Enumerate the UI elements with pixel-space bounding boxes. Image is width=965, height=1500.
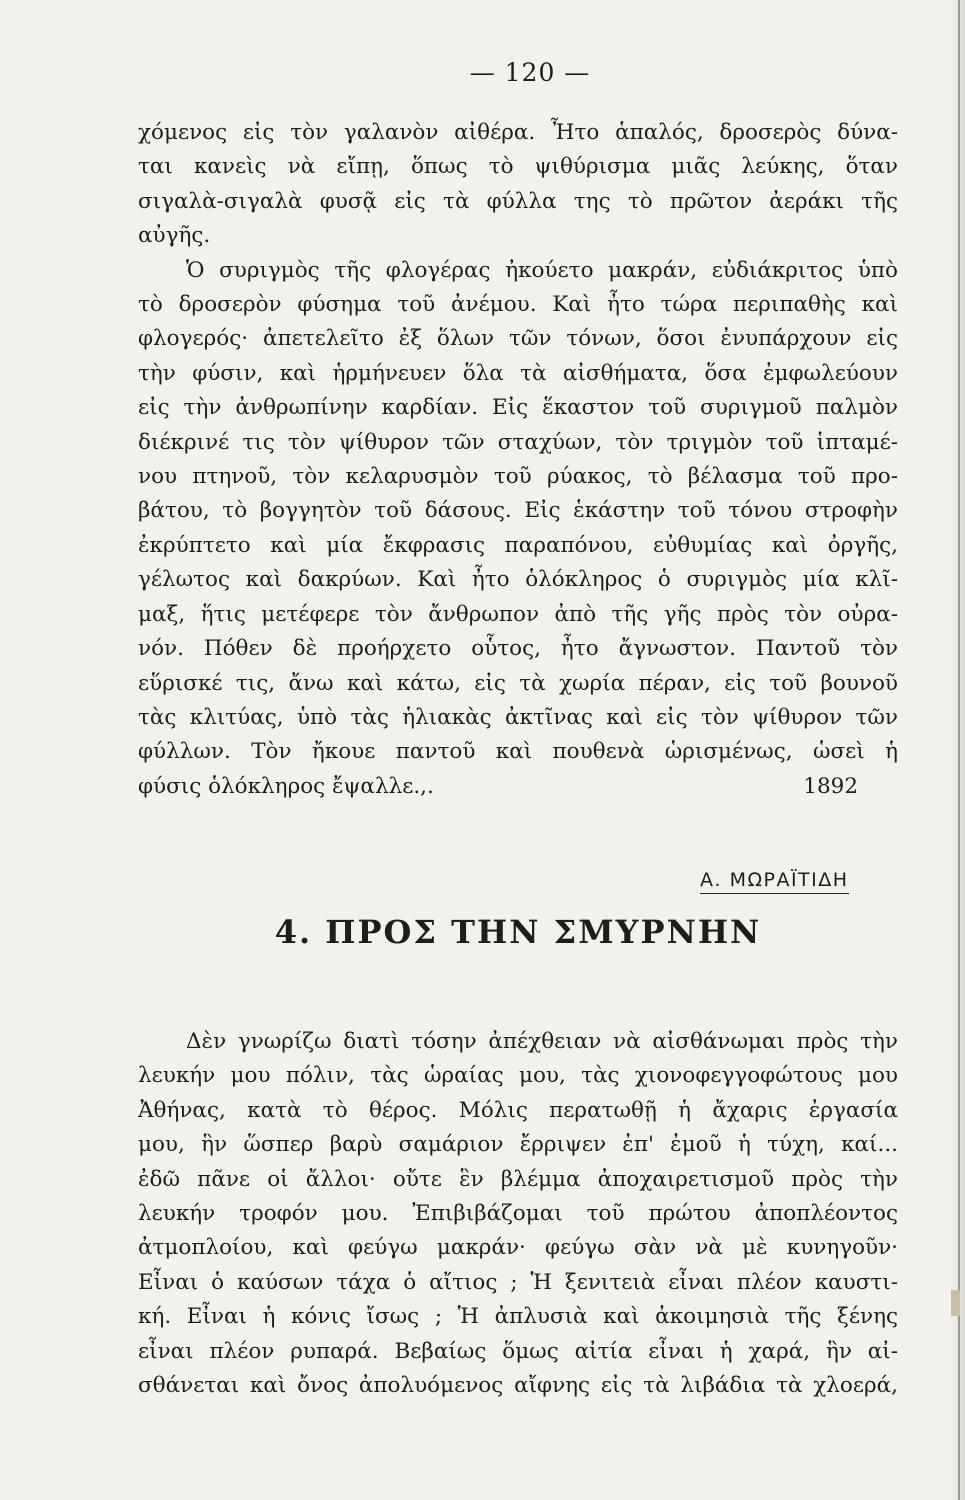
text-line: λευκήν τροφόν μου. Ἐπιβιβάζομαι τοῦ πρώτου ἀποπλέοντος xyxy=(138,1201,898,1227)
author-signature: Α. ΜΩΡΑΪΤΙΔΗ xyxy=(700,867,849,894)
text-line: φύλλων. Τὸν ἤκουε παντοῦ καὶ πουθενὰ ὡρισμένως, ὡσεὶ ἡ xyxy=(138,739,898,765)
text-line: εἶναι πλέον ρυπαρά. Βεβαίως ὅμως αἰτία εἶναι ἡ χαρά, ἣν αἰ- xyxy=(138,1338,898,1364)
text-line: μου, ἣν ὥσπερ βαρὺ σαμάριον ἔρριψεν ἐπ' ἐμοῦ ἡ τύχη, καί... xyxy=(138,1132,898,1158)
text-line: νόν. Πόθεν δὲ προήρχετο οὗτος, ἦτο ἄγνωστον. Παντοῦ τὸν xyxy=(138,636,898,662)
text-line: ται κανεὶς νὰ εἴπῃ, ὅπως τὸ ψιθύρισμα μιᾶς λεύκης, ὅταν xyxy=(138,154,898,180)
text-line: Ὁ συριγμὸς τῆς φλογέρας ἠκούετο μακράν, εὐδιάκριτος ὑπὸ xyxy=(186,257,898,283)
text-line: Εἶναι ὁ καύσων τάχα ὁ αἴτιος ; Ἡ ξενιτειὰ εἶναι πλέον καυστι- xyxy=(138,1269,898,1295)
text-line: χόμενος εἰς τὸν γαλανὸν αἰθέρα. Ἦτο ἁπαλός, δροσερὸς δύνα- xyxy=(138,120,898,145)
text-line: Ἀθήνας, κατὰ τὸ θέρος. Μόλις περατωθῇ ἡ ἄχαρις ἐργασία xyxy=(138,1097,898,1123)
text-line: βάτου, τὸ βογγητὸν τοῦ δάσους. Εἰς ἑκάστην τοῦ τόνου στροφὴν xyxy=(138,498,898,524)
text-line: νου πτηνοῦ, τὸν κελαρυσμὸν τοῦ ρύακος, τὸ βέλασμα τοῦ προ- xyxy=(138,464,898,490)
margin-tab-mark xyxy=(951,1290,960,1316)
page-number: — 120 — xyxy=(469,58,591,87)
text-line: κή. Εἶναι ἡ κόνις ἴσως ; Ἡ ἀπλυσιὰ καὶ ἀκοιμησιὰ τῆς ξένης xyxy=(138,1304,898,1330)
text-line: μαξ, ἥτις μετέφερε τὸν ἄνθρωπον ἀπὸ τῆς γῆς πρὸς τὸν οὐρα- xyxy=(138,601,898,627)
text-line: εἰς τὴν ἀνθρωπίνην καρδίαν. Εἰς ἕκαστον τοῦ συριγμοῦ παλμὸν xyxy=(138,395,898,421)
chapter-heading: 4. ΠΡΟΣ ΤΗΝ ΣΜΥΡΝΗΝ xyxy=(274,913,762,951)
text-line: τὸ δροσερὸν φύσημα τοῦ ἀνέμου. Καὶ ἦτο τώρα περιπαθὴς καὶ xyxy=(138,292,898,318)
text-line: τὰς κλιτύας, ὑπὸ τὰς ἡλιακὰς ἀκτῖνας καὶ εἰς τὸν ψίθυρον τῶν xyxy=(138,704,898,730)
text-line: λευκήν μου πόλιν, τὰς ὡραίας μου, τὰς χιονοφεγγοφώτους μου xyxy=(138,1063,898,1089)
text-line: αὐγῆς. xyxy=(138,223,211,249)
text-line: φλογερός· ἀπετελεῖτο ἐξ ὅλων τῶν τόνων, ὅσοι ἐνυπάρχουν εἰς xyxy=(138,326,898,352)
text-line: εὕρισκέ τις, ἄνω καὶ κάτω, εἰς τὰ χωρία πέραν, εἰς τοῦ βουνοῦ xyxy=(138,670,898,696)
year-date: 1892 xyxy=(803,773,858,799)
text-line: σιγαλὰ-σιγαλὰ φυσᾷ εἰς τὰ φύλλα της τὸ πρῶτον ἀεράκι τῆς xyxy=(138,188,898,214)
closing-line xyxy=(138,770,898,804)
text-line: Δὲν γνωρίζω διατὶ τόσην ἀπέχθειαν νὰ αἰσθάνωμαι πρὸς τὴν xyxy=(186,1029,898,1054)
text-line: γέλωτος καὶ δακρύων. Καὶ ἦτο ὁλόκληρος ὁ συριγμὸς μία κλῖ- xyxy=(138,567,898,593)
text-line: τὴν φύσιν, καὶ ἡρμήνευεν ὅλα τὰ αἰσθήματα, ὅσα ἐμφωλεύουν xyxy=(138,360,898,386)
story-ending-text xyxy=(138,116,898,804)
text-line: ἐκρύπτετο καὶ μία ἔκφρασις παραπόνου, εὐθυμίας καὶ ὀργῆς, xyxy=(138,532,898,558)
binding-edge-line xyxy=(958,0,960,1500)
text-line: ἀτμοπλοίου, καὶ φεύγω μακράν· φεύγω σὰν νὰ μὲ κυνηγοῦν· xyxy=(138,1235,898,1261)
text-line: διέκρινέ τις τὸν ψίθυρον τῶν σταχύων, τὸν τριγμὸν τοῦ ἱπταμέ- xyxy=(138,429,898,455)
closing-text: φύσις ὁλόκληρος ἔψαλλε.,. xyxy=(138,773,434,799)
text-line: ἐδῶ πᾶνε οἱ ἄλλοι· οὔτε ἓν βλέμμα ἀποχαιρετισμοῦ πρὸς τὴν xyxy=(138,1166,898,1192)
text-line: σθάνεται καὶ ὄνος ἀπολυόμενος αἴφνης εἰς τὰ λιβάδια τὰ χλοερά, xyxy=(138,1373,898,1399)
chapter-body-text xyxy=(138,1025,898,1403)
